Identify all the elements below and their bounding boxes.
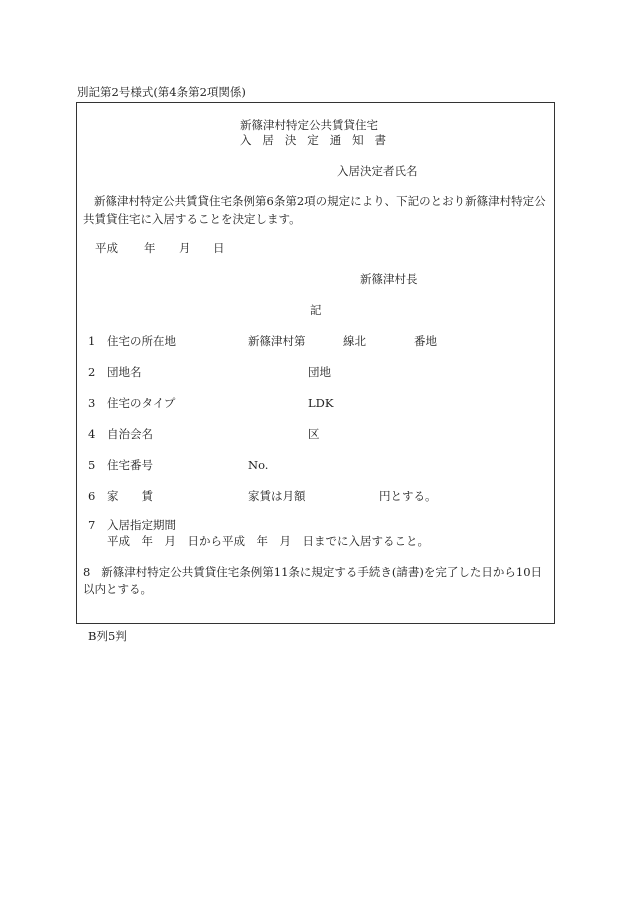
item-8: [83, 564, 553, 598]
item-7-number: 7: [88, 518, 96, 532]
notice-body-paragraph: 新篠津村特定公共賃貸住宅条例第6条第2項の規定により、下記のとおり新篠津村特定公共賃貸住宅に入居することを決定します。: [83, 194, 546, 226]
item-6-number: 6: [88, 489, 96, 503]
item-3-label: 住宅のタイプ: [107, 396, 176, 410]
paper-size-note: B列5判: [88, 629, 127, 643]
item-6-value-prefix: 家賃は月額: [248, 489, 306, 503]
item-1-value-village: 新篠津村第: [248, 334, 306, 348]
document-title-line1: 新篠津村特定公共賃貸住宅: [240, 118, 378, 132]
item-1-value-banchi: 番地: [414, 334, 437, 348]
item-3-number: 3: [88, 396, 96, 410]
item-5-label: 住宅番号: [107, 458, 153, 472]
item-3-value: LDK: [308, 396, 334, 410]
item-5-value: No.: [248, 458, 269, 472]
item-8-number: 8: [83, 565, 91, 579]
date-day: 日: [213, 241, 225, 255]
form-number-label: 別記第2号様式(第4条第2項関係): [77, 85, 246, 99]
item-1-label: 住宅の所在地: [107, 334, 176, 348]
recipient-name-label: 入居決定者氏名: [337, 164, 418, 178]
item-1-number: 1: [88, 334, 96, 348]
issuer-title: 新篠津村長: [360, 272, 418, 286]
ki-heading: 記: [310, 303, 322, 317]
item-7-label: 入居指定期間: [107, 518, 176, 532]
item-2-number: 2: [88, 365, 96, 379]
item-2-label: 団地名: [107, 365, 142, 379]
item-2-value: 団地: [308, 365, 331, 379]
item-1-value-line: 線北: [343, 334, 366, 348]
item-5-number: 5: [88, 458, 96, 472]
item-4-label: 自治会名: [107, 427, 153, 441]
date-month: 月: [179, 241, 191, 255]
document-title-line2: 入居決定通知書: [240, 133, 397, 147]
item-4-number: 4: [88, 427, 96, 441]
item-4-value: 区: [308, 427, 320, 441]
date-year: 年: [144, 241, 156, 255]
item-6-label: 家 賃: [107, 489, 153, 503]
date-era: 平成: [95, 241, 118, 255]
item-8-text: 新篠津村特定公共賃貸住宅条例第11条に規定する手続き(請書)を完了した日から10日以内とする。: [83, 565, 543, 596]
item-6-value-suffix: 円とする。: [379, 489, 437, 503]
item-7-detail: 平成 年 月 日から平成 年 月 日までに入居すること。: [107, 534, 429, 548]
